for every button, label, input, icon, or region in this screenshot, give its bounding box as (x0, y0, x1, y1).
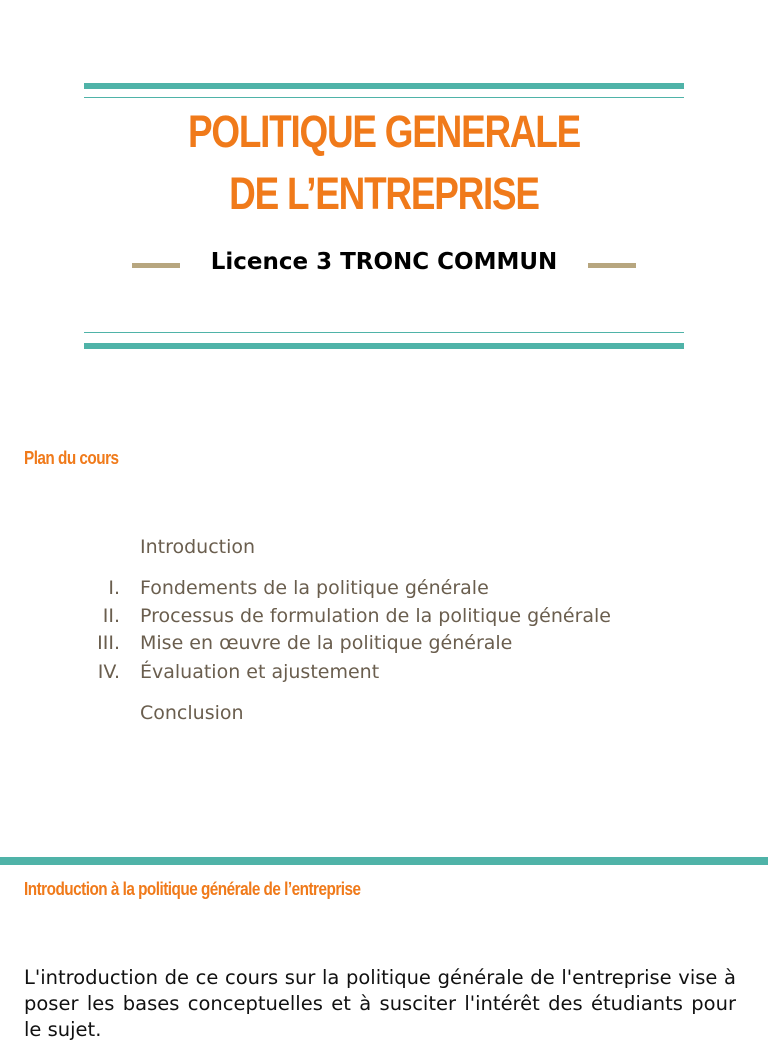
plan-item (0, 577, 768, 605)
document-title-line-2: DE L’ENTREPRISE (229, 168, 539, 219)
subtitle-row (84, 245, 684, 279)
title-top-thick-rule (84, 83, 684, 89)
plan-item-number: I. (108, 577, 120, 599)
title-top-thin-rule (84, 97, 684, 98)
plan-heading: Plan du cours (24, 448, 119, 468)
plan-item (0, 605, 768, 633)
introduction-heading: Introduction à la politique générale de l’entreprise (24, 879, 361, 899)
plan-item-label: Mise en œuvre de la politique générale (140, 632, 513, 654)
plan-item-label: Évaluation et ajustement (140, 661, 380, 683)
plan-item-label: Fondements de la politique générale (140, 577, 489, 599)
introduction-paragraph: L'introduction de ce cours sur la politique générale de l'entreprise vise à poser les bases conceptuelles et à susciter l'intérêt des étudiants pour le sujet. (24, 966, 736, 1041)
plan-item-label: Processus de formulation de la politique générale (140, 605, 612, 627)
plan-item-number: II. (102, 605, 120, 627)
plan-conclusion: Conclusion (140, 702, 244, 724)
plan-item-number: III. (97, 632, 120, 654)
plan-item (0, 661, 768, 689)
title-bottom-thick-rule (84, 343, 684, 349)
section-divider (0, 857, 768, 865)
plan-item (0, 632, 768, 660)
subtitle-right-dash (588, 263, 636, 268)
title-bottom-thin-rule (84, 332, 684, 333)
plan-item-number: IV. (97, 661, 120, 683)
plan-introduction: Introduction (140, 536, 256, 558)
document-title-line-1: POLITIQUE GENERALE (187, 106, 580, 157)
document-subtitle: Licence 3 TRONC COMMUN (210, 249, 558, 275)
